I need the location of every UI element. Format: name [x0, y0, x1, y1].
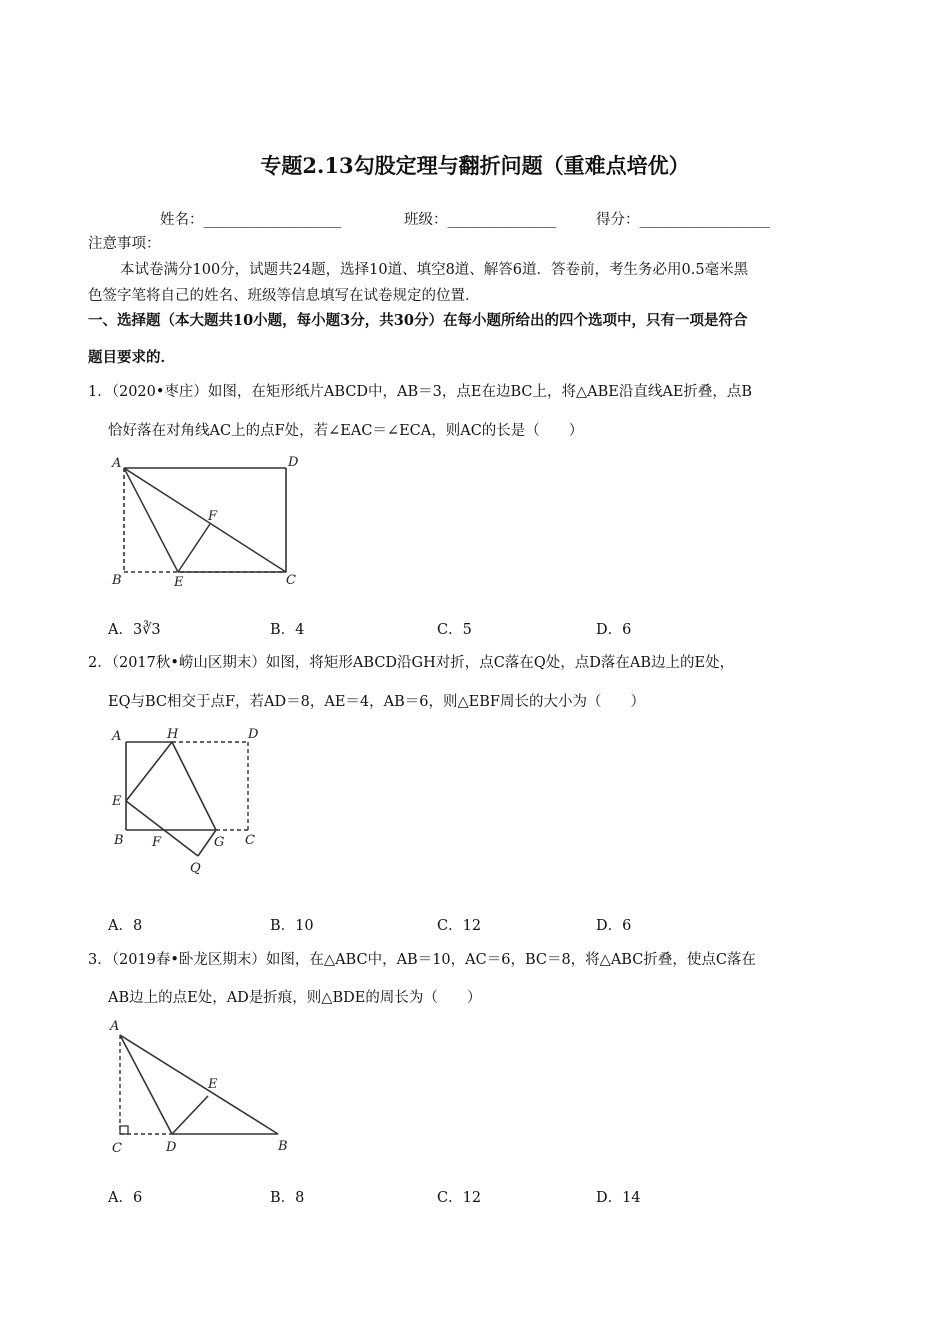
q3-text-line-2: AB边上的点E处，AD是折痕，则△BDE的周长为（ ）	[108, 990, 482, 1006]
q2-option-b: B．10	[270, 918, 314, 934]
score-field: 得分：__________________	[596, 212, 770, 228]
q1-label-b: B	[112, 573, 122, 588]
q2-option-c: C．12	[437, 918, 482, 934]
name-field: 姓名：___________________	[160, 212, 342, 228]
q3-label-a: A	[110, 1019, 120, 1034]
q2-label-b: B	[114, 833, 124, 848]
q2-label-q: Q	[190, 861, 201, 876]
q2-label-a: A	[112, 729, 122, 744]
q1-figure	[108, 450, 318, 595]
q2-label-c: C	[245, 833, 255, 848]
q2-option-d: D．6	[596, 918, 632, 934]
notice-line-1: 本试卷满分100分，试题共24题，选择10道、填空8道、解答6道．答卷前，考生务必用0.5毫米黑	[120, 262, 749, 278]
q1-label-d: D	[288, 455, 299, 470]
page-title: 专题2.13勾股定理与翻折问题（重难点培优）	[260, 153, 690, 178]
q3-option-c: C．12	[437, 1190, 482, 1206]
q3-option-a: A．6	[108, 1190, 143, 1206]
q3-label-c: C	[112, 1141, 122, 1156]
q1-option-a: A．3∛3	[108, 622, 161, 638]
q1-label-c: C	[286, 573, 296, 588]
q1-label-e: E	[174, 575, 184, 590]
q3-label-e: E	[208, 1077, 218, 1092]
class-field: 班级：_______________	[404, 212, 557, 228]
q2-label-g: G	[214, 835, 225, 850]
q1-label-f: F	[208, 509, 218, 524]
notice-line-2: 色签字笔将自己的姓名、班级等信息填写在试卷规定的位置．	[88, 288, 480, 304]
q2-figure	[108, 724, 278, 884]
section-heading-line-1: 一、选择题（本大题共10小题，每小题3分，共30分）在每小题所给出的四个选项中，只有一项是符合	[88, 312, 748, 329]
q1-label-a: A	[112, 456, 122, 471]
q2-text-line-2: EQ与BC相交于点F，若AD＝8，AE＝4，AB＝6，则△EBF周长的大小为（ ）	[108, 694, 645, 710]
q1-option-d: D．6	[596, 622, 632, 638]
q3-figure	[108, 1014, 308, 1159]
q1-option-b: B．4	[270, 622, 305, 638]
q2-label-e: E	[112, 794, 122, 809]
q3-option-b: B．8	[270, 1190, 305, 1206]
q2-label-d: D	[248, 727, 259, 742]
q3-label-b: B	[278, 1139, 288, 1154]
q1-option-c: C．5	[437, 622, 472, 638]
section-heading-line-2: 题目要求的．	[88, 349, 175, 366]
q1-text-line-1: 1．（2020•枣庄）如图，在矩形纸片ABCD中，AB＝3，点E在边BC上，将△ABE沿直线AE折叠，点B	[88, 384, 753, 400]
q1-text-line-2: 恰好落在对角线AC上的点F处，若∠EAC＝∠ECA，则AC的长是（ ）	[108, 423, 584, 439]
q3-label-d: D	[166, 1140, 177, 1155]
q2-label-f: F	[152, 835, 162, 850]
notice-title: 注意事项：	[88, 236, 161, 252]
q3-option-d: D．14	[596, 1190, 641, 1206]
q3-text-line-1: 3．（2019春•卧龙区期末）如图，在△ABC中，AB＝10，AC＝6，BC＝8，将△ABC折叠，使点C落在	[88, 952, 756, 968]
q2-option-a: A．8	[108, 918, 143, 934]
q2-text-line-1: 2．（2017秋•崂山区期末）如图，将矩形ABCD沿GH对折，点C落在Q处，点D落在AB边上的E处，	[88, 655, 735, 671]
q2-label-h: H	[167, 727, 179, 742]
